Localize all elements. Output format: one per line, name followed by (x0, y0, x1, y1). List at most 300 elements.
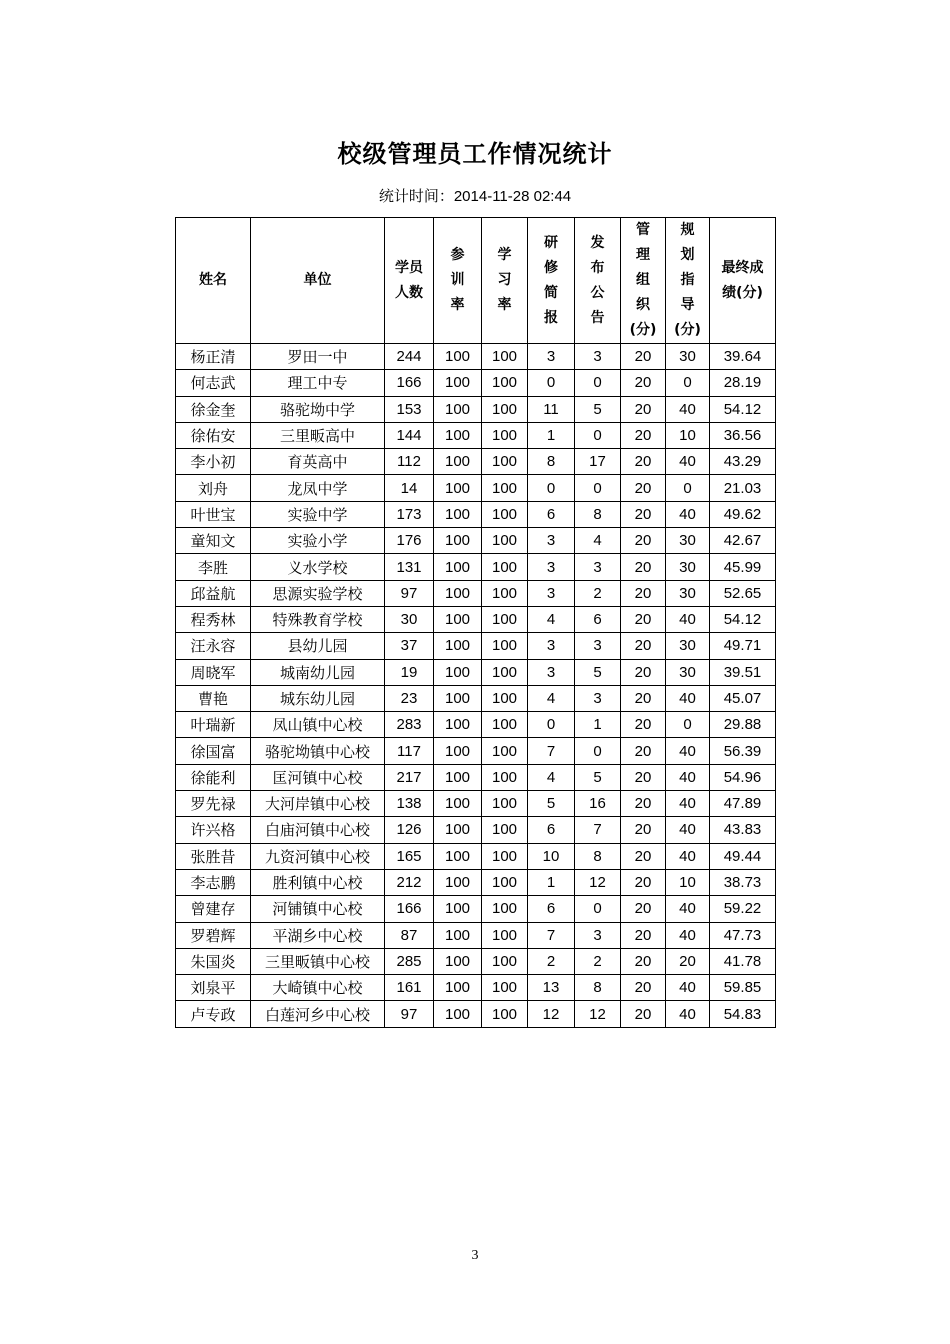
cell-management-score: 20 (621, 422, 666, 448)
cell-research-brief: 3 (528, 633, 575, 659)
cell-management-score: 20 (621, 764, 666, 790)
cell-participation-rate: 100 (434, 685, 482, 711)
cell-student-count: 176 (385, 528, 434, 554)
cell-management-score: 20 (621, 580, 666, 606)
cell-planning-score: 30 (666, 528, 710, 554)
cell-planning-score: 0 (666, 712, 710, 738)
cell-student-count: 97 (385, 1001, 434, 1027)
cell-management-score: 20 (621, 896, 666, 922)
cell-unit: 九资河镇中心校 (251, 843, 385, 869)
cell-final-score: 45.07 (710, 685, 776, 711)
cell-planning-score: 30 (666, 554, 710, 580)
cell-management-score: 20 (621, 606, 666, 632)
cell-student-count: 173 (385, 501, 434, 527)
cell-planning-score: 40 (666, 449, 710, 475)
cell-announcements: 5 (575, 659, 621, 685)
cell-unit: 白庙河镇中心校 (251, 817, 385, 843)
cell-study-rate: 100 (482, 791, 528, 817)
cell-final-score: 49.71 (710, 633, 776, 659)
cell-research-brief: 6 (528, 817, 575, 843)
cell-unit: 义水学校 (251, 554, 385, 580)
cell-announcements: 3 (575, 633, 621, 659)
cell-study-rate: 100 (482, 580, 528, 606)
cell-management-score: 20 (621, 685, 666, 711)
cell-research-brief: 0 (528, 370, 575, 396)
cell-announcements: 0 (575, 422, 621, 448)
cell-participation-rate: 100 (434, 817, 482, 843)
cell-announcements: 3 (575, 685, 621, 711)
cell-management-score: 20 (621, 475, 666, 501)
cell-name: 曹艳 (176, 685, 251, 711)
header-planning-score: 规划指导 (分) (666, 218, 710, 344)
cell-student-count: 112 (385, 449, 434, 475)
cell-planning-score: 40 (666, 738, 710, 764)
cell-final-score: 43.83 (710, 817, 776, 843)
cell-announcements: 5 (575, 396, 621, 422)
table-row (176, 1001, 776, 1027)
table-row (176, 896, 776, 922)
cell-study-rate: 100 (482, 1001, 528, 1027)
cell-management-score: 20 (621, 554, 666, 580)
cell-participation-rate: 100 (434, 528, 482, 554)
cell-name: 卢专政 (176, 1001, 251, 1027)
table-row (176, 791, 776, 817)
cell-name: 张胜昔 (176, 843, 251, 869)
cell-unit: 城东幼儿园 (251, 685, 385, 711)
cell-research-brief: 3 (528, 554, 575, 580)
cell-study-rate: 100 (482, 764, 528, 790)
cell-student-count: 30 (385, 606, 434, 632)
cell-final-score: 39.64 (710, 344, 776, 370)
cell-study-rate: 100 (482, 817, 528, 843)
cell-research-brief: 7 (528, 738, 575, 764)
cell-final-score: 49.62 (710, 501, 776, 527)
cell-final-score: 28.19 (710, 370, 776, 396)
cell-research-brief: 0 (528, 475, 575, 501)
cell-name: 罗先禄 (176, 791, 251, 817)
cell-planning-score: 40 (666, 606, 710, 632)
cell-participation-rate: 100 (434, 475, 482, 501)
header-student-count: 学员人数 (385, 218, 434, 344)
cell-announcements: 0 (575, 896, 621, 922)
cell-name: 何志武 (176, 370, 251, 396)
table-row (176, 922, 776, 948)
cell-name: 李胜 (176, 554, 251, 580)
cell-participation-rate: 100 (434, 1001, 482, 1027)
page-title: 校级管理员工作情况统计 (337, 140, 613, 168)
table-row (176, 396, 776, 422)
cell-name: 罗碧辉 (176, 922, 251, 948)
cell-participation-rate: 100 (434, 975, 482, 1001)
header-management-score: 管理组织 (分) (621, 218, 666, 344)
table-row (176, 501, 776, 527)
cell-announcements: 7 (575, 817, 621, 843)
table-row (176, 817, 776, 843)
cell-study-rate: 100 (482, 370, 528, 396)
page-number: 3 (471, 1248, 479, 1263)
admin-stats-table (175, 217, 776, 1028)
cell-participation-rate: 100 (434, 370, 482, 396)
cell-final-score: 39.51 (710, 659, 776, 685)
cell-participation-rate: 100 (434, 738, 482, 764)
cell-research-brief: 3 (528, 580, 575, 606)
cell-final-score: 54.83 (710, 1001, 776, 1027)
cell-participation-rate: 100 (434, 948, 482, 974)
cell-final-score: 49.44 (710, 843, 776, 869)
cell-announcements: 0 (575, 738, 621, 764)
cell-student-count: 117 (385, 738, 434, 764)
table-row (176, 738, 776, 764)
cell-student-count: 166 (385, 370, 434, 396)
cell-name: 童知文 (176, 528, 251, 554)
cell-participation-rate: 100 (434, 449, 482, 475)
cell-unit: 三里畈镇中心校 (251, 948, 385, 974)
header-unit: 单位 (251, 218, 385, 344)
cell-announcements: 5 (575, 764, 621, 790)
cell-study-rate: 100 (482, 475, 528, 501)
cell-student-count: 131 (385, 554, 434, 580)
cell-student-count: 285 (385, 948, 434, 974)
cell-unit: 大河岸镇中心校 (251, 791, 385, 817)
cell-study-rate: 100 (482, 633, 528, 659)
cell-announcements: 3 (575, 554, 621, 580)
cell-unit: 河铺镇中心校 (251, 896, 385, 922)
cell-announcements: 12 (575, 1001, 621, 1027)
cell-final-score: 59.85 (710, 975, 776, 1001)
cell-unit: 罗田一中 (251, 344, 385, 370)
cell-announcements: 0 (575, 370, 621, 396)
cell-management-score: 20 (621, 396, 666, 422)
cell-management-score: 20 (621, 659, 666, 685)
cell-planning-score: 40 (666, 396, 710, 422)
cell-announcements: 8 (575, 843, 621, 869)
cell-participation-rate: 100 (434, 659, 482, 685)
cell-planning-score: 40 (666, 817, 710, 843)
cell-announcements: 17 (575, 449, 621, 475)
table-row (176, 685, 776, 711)
table-row (176, 606, 776, 632)
cell-study-rate: 100 (482, 869, 528, 895)
cell-participation-rate: 100 (434, 580, 482, 606)
cell-name: 李小初 (176, 449, 251, 475)
cell-student-count: 37 (385, 633, 434, 659)
cell-research-brief: 3 (528, 344, 575, 370)
cell-student-count: 283 (385, 712, 434, 738)
cell-planning-score: 40 (666, 975, 710, 1001)
cell-unit: 骆驼坳镇中心校 (251, 738, 385, 764)
cell-student-count: 212 (385, 869, 434, 895)
cell-unit: 思源实验学校 (251, 580, 385, 606)
cell-student-count: 126 (385, 817, 434, 843)
cell-unit: 龙凤中学 (251, 475, 385, 501)
cell-research-brief: 6 (528, 501, 575, 527)
cell-final-score: 45.99 (710, 554, 776, 580)
cell-student-count: 161 (385, 975, 434, 1001)
cell-student-count: 144 (385, 422, 434, 448)
cell-management-score: 20 (621, 501, 666, 527)
cell-announcements: 1 (575, 712, 621, 738)
cell-research-brief: 10 (528, 843, 575, 869)
cell-participation-rate: 100 (434, 791, 482, 817)
table-row (176, 659, 776, 685)
cell-participation-rate: 100 (434, 896, 482, 922)
cell-study-rate: 100 (482, 396, 528, 422)
cell-final-score: 42.67 (710, 528, 776, 554)
cell-name: 周晓军 (176, 659, 251, 685)
cell-management-score: 20 (621, 948, 666, 974)
cell-study-rate: 100 (482, 948, 528, 974)
cell-study-rate: 100 (482, 422, 528, 448)
cell-participation-rate: 100 (434, 422, 482, 448)
cell-management-score: 20 (621, 370, 666, 396)
cell-planning-score: 30 (666, 580, 710, 606)
cell-research-brief: 7 (528, 922, 575, 948)
cell-study-rate: 100 (482, 606, 528, 632)
cell-final-score: 43.29 (710, 449, 776, 475)
cell-study-rate: 100 (482, 896, 528, 922)
cell-announcements: 3 (575, 922, 621, 948)
cell-management-score: 20 (621, 528, 666, 554)
cell-planning-score: 40 (666, 501, 710, 527)
cell-final-score: 47.73 (710, 922, 776, 948)
cell-unit: 实验小学 (251, 528, 385, 554)
cell-management-score: 20 (621, 817, 666, 843)
cell-name: 程秀林 (176, 606, 251, 632)
cell-research-brief: 4 (528, 685, 575, 711)
cell-name: 曾建存 (176, 896, 251, 922)
cell-participation-rate: 100 (434, 396, 482, 422)
table-body (176, 344, 776, 1028)
cell-student-count: 14 (385, 475, 434, 501)
cell-participation-rate: 100 (434, 344, 482, 370)
cell-research-brief: 6 (528, 896, 575, 922)
cell-student-count: 19 (385, 659, 434, 685)
cell-management-score: 20 (621, 791, 666, 817)
cell-research-brief: 4 (528, 606, 575, 632)
cell-name: 叶世宝 (176, 501, 251, 527)
cell-participation-rate: 100 (434, 922, 482, 948)
cell-management-score: 20 (621, 869, 666, 895)
cell-participation-rate: 100 (434, 633, 482, 659)
cell-study-rate: 100 (482, 685, 528, 711)
cell-announcements: 16 (575, 791, 621, 817)
cell-study-rate: 100 (482, 501, 528, 527)
table-row (176, 449, 776, 475)
cell-unit: 平湖乡中心校 (251, 922, 385, 948)
cell-announcements: 6 (575, 606, 621, 632)
cell-research-brief: 0 (528, 712, 575, 738)
header-participation-rate: 参训率 (434, 218, 482, 344)
table-header-row (176, 218, 776, 344)
cell-planning-score: 40 (666, 922, 710, 948)
cell-study-rate: 100 (482, 528, 528, 554)
cell-planning-score: 30 (666, 344, 710, 370)
cell-unit: 胜利镇中心校 (251, 869, 385, 895)
cell-study-rate: 100 (482, 975, 528, 1001)
cell-announcements: 2 (575, 580, 621, 606)
table-row (176, 633, 776, 659)
cell-research-brief: 4 (528, 764, 575, 790)
cell-study-rate: 100 (482, 344, 528, 370)
cell-final-score: 59.22 (710, 896, 776, 922)
cell-announcements: 8 (575, 501, 621, 527)
cell-planning-score: 0 (666, 370, 710, 396)
table-row (176, 869, 776, 895)
cell-name: 徐佑安 (176, 422, 251, 448)
cell-announcements: 2 (575, 948, 621, 974)
cell-final-score: 56.39 (710, 738, 776, 764)
cell-research-brief: 1 (528, 869, 575, 895)
cell-final-score: 54.12 (710, 606, 776, 632)
cell-name: 杨正清 (176, 344, 251, 370)
cell-planning-score: 20 (666, 948, 710, 974)
cell-management-score: 20 (621, 712, 666, 738)
cell-planning-score: 40 (666, 1001, 710, 1027)
header-study-rate: 学习率 (482, 218, 528, 344)
cell-name: 许兴格 (176, 817, 251, 843)
cell-research-brief: 8 (528, 449, 575, 475)
table-row (176, 580, 776, 606)
cell-research-brief: 11 (528, 396, 575, 422)
cell-participation-rate: 100 (434, 606, 482, 632)
header-name: 姓名 (176, 218, 251, 344)
cell-participation-rate: 100 (434, 869, 482, 895)
cell-student-count: 217 (385, 764, 434, 790)
cell-study-rate: 100 (482, 922, 528, 948)
table-row (176, 975, 776, 1001)
cell-unit: 骆驼坳中学 (251, 396, 385, 422)
cell-management-score: 20 (621, 738, 666, 764)
table-row (176, 554, 776, 580)
cell-research-brief: 3 (528, 528, 575, 554)
cell-final-score: 29.88 (710, 712, 776, 738)
cell-participation-rate: 100 (434, 843, 482, 869)
cell-study-rate: 100 (482, 738, 528, 764)
cell-final-score: 36.56 (710, 422, 776, 448)
statistics-timestamp: 统计时间：2014-11-28 02:44 (378, 188, 572, 205)
table-row (176, 475, 776, 501)
cell-research-brief: 1 (528, 422, 575, 448)
cell-study-rate: 100 (482, 843, 528, 869)
cell-student-count: 166 (385, 896, 434, 922)
cell-unit: 理工中专 (251, 370, 385, 396)
cell-name: 刘舟 (176, 475, 251, 501)
header-announcements: 发布公告 (575, 218, 621, 344)
cell-planning-score: 10 (666, 422, 710, 448)
cell-final-score: 54.96 (710, 764, 776, 790)
cell-planning-score: 10 (666, 869, 710, 895)
cell-name: 徐能利 (176, 764, 251, 790)
header-final-score: 最终成绩(分) (710, 218, 776, 344)
cell-unit: 育英高中 (251, 449, 385, 475)
cell-final-score: 41.78 (710, 948, 776, 974)
cell-student-count: 23 (385, 685, 434, 711)
cell-name: 徐国富 (176, 738, 251, 764)
cell-name: 徐金奎 (176, 396, 251, 422)
cell-final-score: 21.03 (710, 475, 776, 501)
cell-research-brief: 5 (528, 791, 575, 817)
cell-participation-rate: 100 (434, 554, 482, 580)
table-row (176, 422, 776, 448)
cell-unit: 白莲河乡中心校 (251, 1001, 385, 1027)
cell-research-brief: 13 (528, 975, 575, 1001)
cell-final-score: 47.89 (710, 791, 776, 817)
cell-planning-score: 40 (666, 791, 710, 817)
cell-name: 朱国炎 (176, 948, 251, 974)
cell-unit: 实验中学 (251, 501, 385, 527)
cell-study-rate: 100 (482, 449, 528, 475)
cell-participation-rate: 100 (434, 712, 482, 738)
cell-unit: 特殊教育学校 (251, 606, 385, 632)
cell-management-score: 20 (621, 1001, 666, 1027)
cell-announcements: 4 (575, 528, 621, 554)
cell-planning-score: 30 (666, 633, 710, 659)
cell-final-score: 54.12 (710, 396, 776, 422)
cell-participation-rate: 100 (434, 764, 482, 790)
cell-unit: 匡河镇中心校 (251, 764, 385, 790)
cell-management-score: 20 (621, 344, 666, 370)
table-row (176, 948, 776, 974)
cell-unit: 三里畈高中 (251, 422, 385, 448)
cell-study-rate: 100 (482, 712, 528, 738)
cell-study-rate: 100 (482, 554, 528, 580)
cell-student-count: 97 (385, 580, 434, 606)
cell-planning-score: 30 (666, 659, 710, 685)
cell-final-score: 38.73 (710, 869, 776, 895)
cell-planning-score: 40 (666, 764, 710, 790)
cell-research-brief: 2 (528, 948, 575, 974)
table-row (176, 764, 776, 790)
table-row (176, 712, 776, 738)
cell-student-count: 87 (385, 922, 434, 948)
cell-student-count: 153 (385, 396, 434, 422)
cell-participation-rate: 100 (434, 501, 482, 527)
cell-planning-score: 40 (666, 843, 710, 869)
cell-student-count: 138 (385, 791, 434, 817)
cell-management-score: 20 (621, 449, 666, 475)
cell-management-score: 20 (621, 843, 666, 869)
cell-announcements: 3 (575, 344, 621, 370)
cell-unit: 城南幼儿园 (251, 659, 385, 685)
cell-planning-score: 0 (666, 475, 710, 501)
cell-announcements: 8 (575, 975, 621, 1001)
cell-final-score: 52.65 (710, 580, 776, 606)
cell-name: 李志鹏 (176, 869, 251, 895)
cell-student-count: 165 (385, 843, 434, 869)
cell-management-score: 20 (621, 922, 666, 948)
cell-announcements: 0 (575, 475, 621, 501)
cell-name: 邱益航 (176, 580, 251, 606)
cell-research-brief: 3 (528, 659, 575, 685)
cell-announcements: 12 (575, 869, 621, 895)
header-research-brief: 研修简报 (528, 218, 575, 344)
cell-student-count: 244 (385, 344, 434, 370)
cell-planning-score: 40 (666, 896, 710, 922)
cell-planning-score: 40 (666, 685, 710, 711)
cell-research-brief: 12 (528, 1001, 575, 1027)
table-row (176, 528, 776, 554)
table-row (176, 344, 776, 370)
table-row (176, 370, 776, 396)
cell-unit: 凤山镇中心校 (251, 712, 385, 738)
table-row (176, 843, 776, 869)
cell-study-rate: 100 (482, 659, 528, 685)
cell-name: 叶瑞新 (176, 712, 251, 738)
cell-management-score: 20 (621, 975, 666, 1001)
cell-management-score: 20 (621, 633, 666, 659)
cell-name: 刘泉平 (176, 975, 251, 1001)
cell-unit: 大崎镇中心校 (251, 975, 385, 1001)
